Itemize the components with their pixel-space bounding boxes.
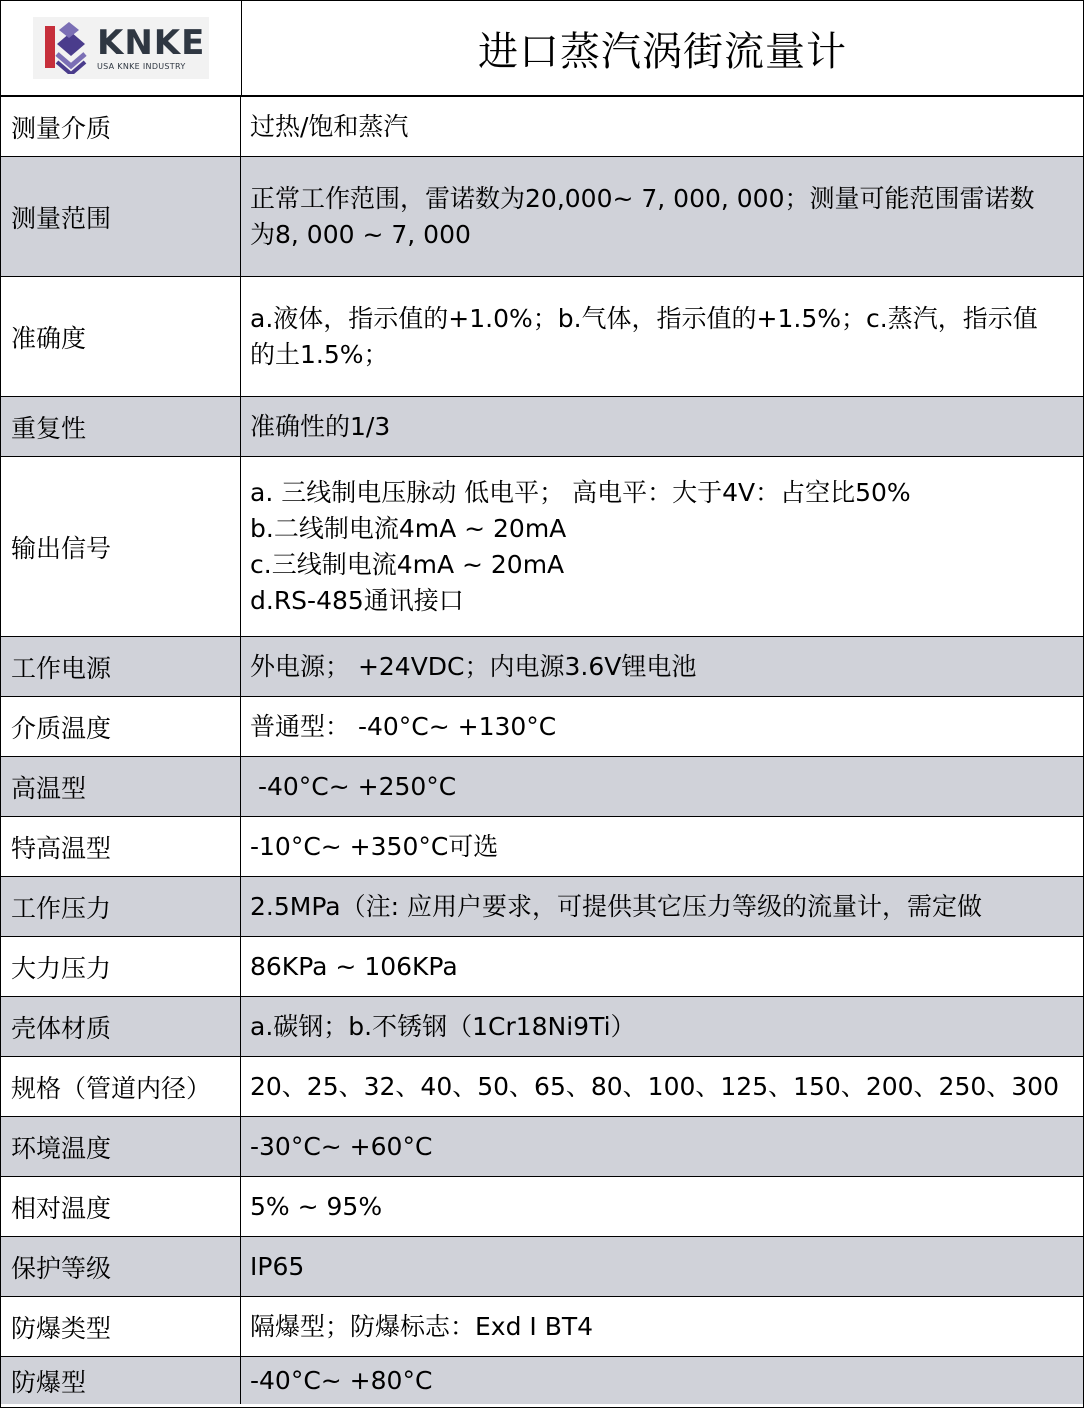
- row-value: [241, 877, 1083, 936]
- table-row: [1, 1357, 1083, 1404]
- value-line: a.液体，指示值的+1.0%；b.气体，指示值的+1.5%；c.蒸汽，指示值: [250, 303, 1038, 333]
- row-label: 测量介质: [1, 97, 241, 156]
- value-line: 5% ~ 95%: [250, 1191, 383, 1221]
- table-row: [1, 1057, 1083, 1117]
- value-line: 过热/饱和蒸汽: [250, 111, 409, 141]
- value-line: 普通型： -40°C~ +130°C: [250, 711, 557, 741]
- sheet-title: 进口蒸汽涡街流量计: [478, 28, 847, 75]
- row-label: 壳体材质: [1, 997, 241, 1056]
- row-value: [241, 277, 1083, 396]
- value-line: b.二线制电流4mA ~ 20mA: [250, 513, 567, 543]
- row-label: 工作电源: [1, 637, 241, 696]
- value-line: 2.5MPa（注: 应用户要求，可提供其它压力等级的流量计，需定做: [250, 891, 982, 921]
- value-line: 86KPa ~ 106KPa: [250, 951, 458, 981]
- row-label: 环境温度: [1, 1117, 241, 1176]
- row-value: [241, 1057, 1083, 1116]
- value-line: -40°C~ +250°C: [250, 771, 457, 801]
- value-line: a. 三线制电压脉动 低电平； 高电平：大于4V：占空比50%: [250, 477, 911, 507]
- row-label: 防爆型: [1, 1357, 241, 1404]
- row-value: [241, 1117, 1083, 1176]
- table-row: [1, 1237, 1083, 1297]
- row-label: 重复性: [1, 397, 241, 456]
- value-line: 外电源； +24VDC；内电源3.6V锂电池: [250, 651, 697, 681]
- table-row: [1, 1297, 1083, 1357]
- logo-cell: [1, 1, 242, 95]
- value-line: 为8, 000 ~ 7, 000: [250, 219, 471, 249]
- row-value: [241, 1297, 1083, 1356]
- table-row: [1, 157, 1083, 277]
- row-label: 大力压力: [1, 937, 241, 996]
- table-row: [1, 637, 1083, 697]
- row-value: [241, 697, 1083, 756]
- row-label: 规格（管道内径）: [1, 1057, 241, 1116]
- row-value: [241, 97, 1083, 156]
- value-line: 的土1.5%；: [250, 339, 389, 369]
- row-label: 保护等级: [1, 1237, 241, 1296]
- value-line: 正常工作范围，雷诺数为20,000~ 7, 000, 000；测量可能范围雷诺数: [250, 183, 1035, 213]
- value-line: IP65: [250, 1251, 305, 1281]
- value-line: a.碳钢；b.不锈钢（1Cr18Ni9Ti）: [250, 1011, 636, 1041]
- row-value: [241, 757, 1083, 816]
- knke-logo-icon: [45, 22, 91, 74]
- row-label: 相对温度: [1, 1177, 241, 1236]
- row-value: [241, 1177, 1083, 1236]
- row-value: [241, 817, 1083, 876]
- value-line: 隔爆型；防爆标志：Exd I BT4: [250, 1311, 594, 1341]
- table-row: [1, 277, 1083, 397]
- table-row: [1, 1177, 1083, 1237]
- row-label: 准确度: [1, 277, 241, 396]
- table-row: [1, 937, 1083, 997]
- brand-logo: [33, 17, 209, 79]
- row-value: [241, 157, 1083, 276]
- row-value: [241, 937, 1083, 996]
- row-label: 介质温度: [1, 697, 241, 756]
- row-label: 防爆类型: [1, 1297, 241, 1356]
- value-line: -10°C~ +350°C可选: [250, 831, 499, 861]
- table-row: [1, 757, 1083, 817]
- value-line: -40°C~ +80°C: [250, 1365, 433, 1395]
- row-label: 特高温型: [1, 817, 241, 876]
- table-row: [1, 1117, 1083, 1177]
- row-value: [241, 1237, 1083, 1296]
- table-row: [1, 97, 1083, 157]
- table-row: [1, 817, 1083, 877]
- row-value: [241, 997, 1083, 1056]
- row-value: [241, 1357, 1083, 1404]
- logo-name: KNKE: [97, 22, 206, 63]
- logo-subtitle: USA KNKE INDUSTRY: [97, 61, 186, 71]
- row-value: [241, 457, 1083, 636]
- table-row: [1, 997, 1083, 1057]
- spec-table: [1, 97, 1083, 1404]
- row-label: 工作压力: [1, 877, 241, 936]
- row-label: 输出信号: [1, 457, 241, 636]
- table-row: [1, 877, 1083, 937]
- value-line: d.RS-485通讯接口: [250, 585, 464, 615]
- row-value: [241, 637, 1083, 696]
- table-row: [1, 457, 1083, 637]
- row-label: 测量范围: [1, 157, 241, 276]
- table-row: [1, 697, 1083, 757]
- table-row: [1, 397, 1083, 457]
- value-line: 准确性的1/3: [250, 411, 391, 441]
- value-line: -30°C~ +60°C: [250, 1131, 433, 1161]
- value-line: 20、25、32、40、50、65、80、100、125、150、200、250、300: [250, 1071, 1059, 1101]
- sheet-header: [1, 1, 1083, 97]
- row-label: 高温型: [1, 757, 241, 816]
- value-line: c.三线制电流4mA ~ 20mA: [250, 549, 565, 579]
- row-value: [241, 397, 1083, 456]
